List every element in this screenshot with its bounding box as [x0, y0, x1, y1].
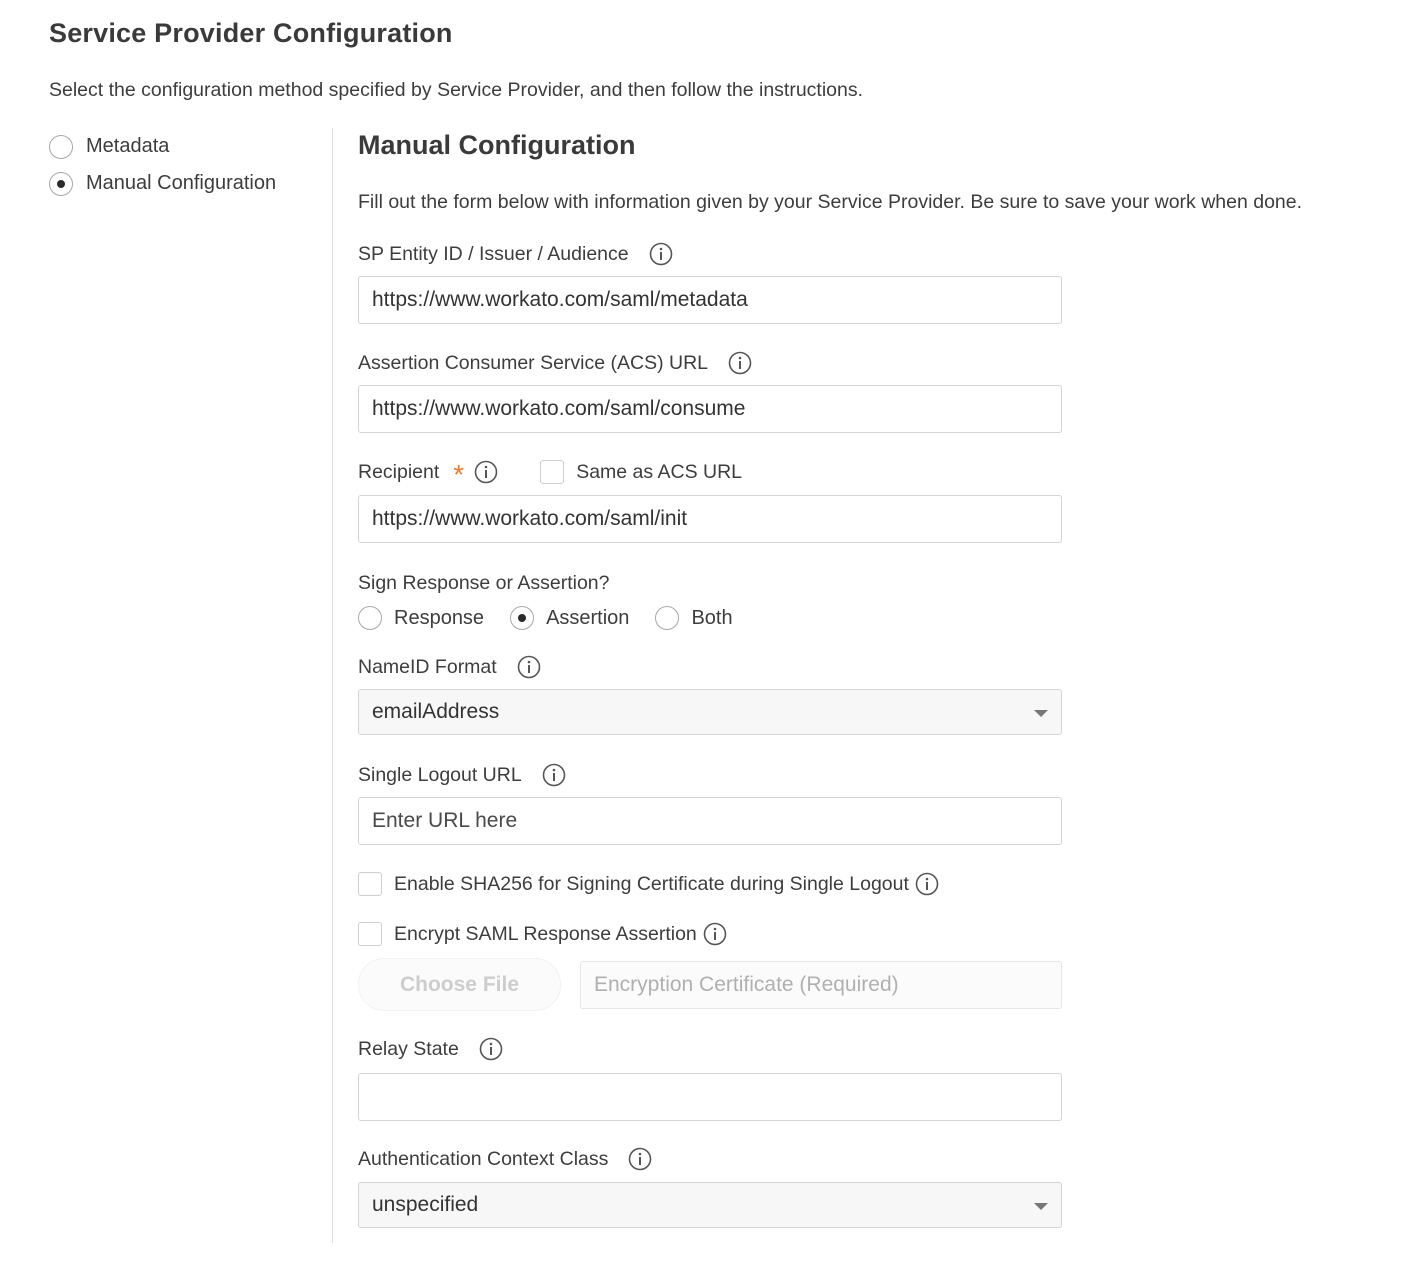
sha256-row — [358, 870, 939, 898]
info-icon[interactable] — [542, 763, 566, 787]
sha256-checkbox[interactable] — [358, 872, 382, 896]
radio-assertion[interactable] — [510, 606, 534, 630]
acs-url-label-row — [358, 349, 752, 377]
method-option-metadata[interactable] — [49, 128, 276, 165]
method-option-manual[interactable] — [49, 165, 276, 202]
info-icon[interactable] — [628, 1147, 652, 1171]
info-icon[interactable] — [915, 872, 939, 896]
info-icon[interactable] — [517, 655, 541, 679]
acs-url-label: Assertion Consumer Service (ACS) URL — [358, 351, 709, 374]
relay-state-input[interactable] — [358, 1073, 1062, 1121]
info-icon[interactable] — [703, 922, 727, 946]
section-title: Manual Configuration — [358, 130, 636, 160]
logout-label-row — [358, 761, 566, 789]
chevron-down-icon — [1034, 710, 1048, 717]
sign-option-label: Response — [394, 606, 485, 629]
vertical-divider — [332, 128, 333, 1243]
method-label-metadata: Metadata — [86, 135, 170, 157]
chevron-down-icon — [1034, 1203, 1048, 1210]
nameid-format-select[interactable] — [358, 689, 1062, 735]
radio-metadata[interactable] — [49, 135, 73, 159]
radio-both[interactable] — [655, 606, 679, 630]
choose-file-button[interactable]: Choose File — [358, 958, 561, 1011]
radio-manual-configuration[interactable] — [49, 172, 73, 196]
radio-response[interactable] — [358, 606, 382, 630]
info-icon[interactable] — [479, 1037, 503, 1061]
auth-context-label-row — [358, 1145, 652, 1173]
page-description: Select the configuration method specified by Service Provider, and then follow the instructions. — [49, 79, 864, 101]
encrypt-row — [358, 920, 727, 948]
acs-url-input[interactable] — [358, 385, 1062, 433]
recipient-label-row — [358, 458, 743, 490]
info-icon[interactable] — [474, 460, 498, 484]
config-method-list — [49, 128, 276, 202]
nameid-label: NameID Format — [358, 655, 497, 678]
auth-context-label: Authentication Context Class — [358, 1147, 609, 1170]
sign-radio-group — [358, 604, 759, 632]
sp-entity-label-row — [358, 240, 673, 268]
sp-entity-label: SP Entity ID / Issuer / Audience — [358, 242, 629, 265]
encryption-certificate-input[interactable] — [580, 961, 1062, 1009]
required-asterisk: * — [453, 459, 465, 490]
sign-option-label: Both — [691, 606, 733, 629]
info-icon[interactable] — [649, 242, 673, 266]
manual-config-panel — [358, 0, 1398, 1268]
auth-context-selected-value: unspecified — [372, 1193, 479, 1216]
same-as-acs-label: Same as ACS URL — [576, 460, 743, 483]
sign-option-both[interactable] — [655, 606, 732, 630]
sign-option-assertion[interactable] — [510, 606, 629, 630]
sign-option-label: Assertion — [546, 606, 630, 629]
relay-label: Relay State — [358, 1037, 459, 1060]
encrypt-checkbox[interactable] — [358, 922, 382, 946]
section-description: Fill out the form below with information given by your Service Provider. Be sure to save your work when done. — [358, 191, 1303, 213]
auth-context-select[interactable] — [358, 1182, 1062, 1228]
relay-label-row — [358, 1035, 503, 1063]
nameid-label-row — [358, 653, 541, 681]
single-logout-url-input[interactable] — [358, 797, 1062, 845]
logout-label: Single Logout URL — [358, 763, 522, 786]
sign-label-row — [358, 569, 609, 597]
sp-entity-input[interactable] — [358, 276, 1062, 324]
sha256-label: Enable SHA256 for Signing Certificate during Single Logout — [394, 872, 909, 895]
recipient-input[interactable] — [358, 495, 1062, 543]
sign-option-response[interactable] — [358, 606, 484, 630]
method-label-manual: Manual Configuration — [86, 172, 277, 194]
recipient-label: Recipient — [358, 460, 440, 483]
sign-label: Sign Response or Assertion? — [358, 571, 610, 594]
encrypt-label: Encrypt SAML Response Assertion — [394, 922, 697, 945]
same-as-acs-checkbox[interactable] — [540, 460, 564, 484]
page-title: Service Provider Configuration — [49, 18, 453, 48]
info-icon[interactable] — [728, 351, 752, 375]
nameid-selected-value: emailAddress — [372, 700, 500, 723]
